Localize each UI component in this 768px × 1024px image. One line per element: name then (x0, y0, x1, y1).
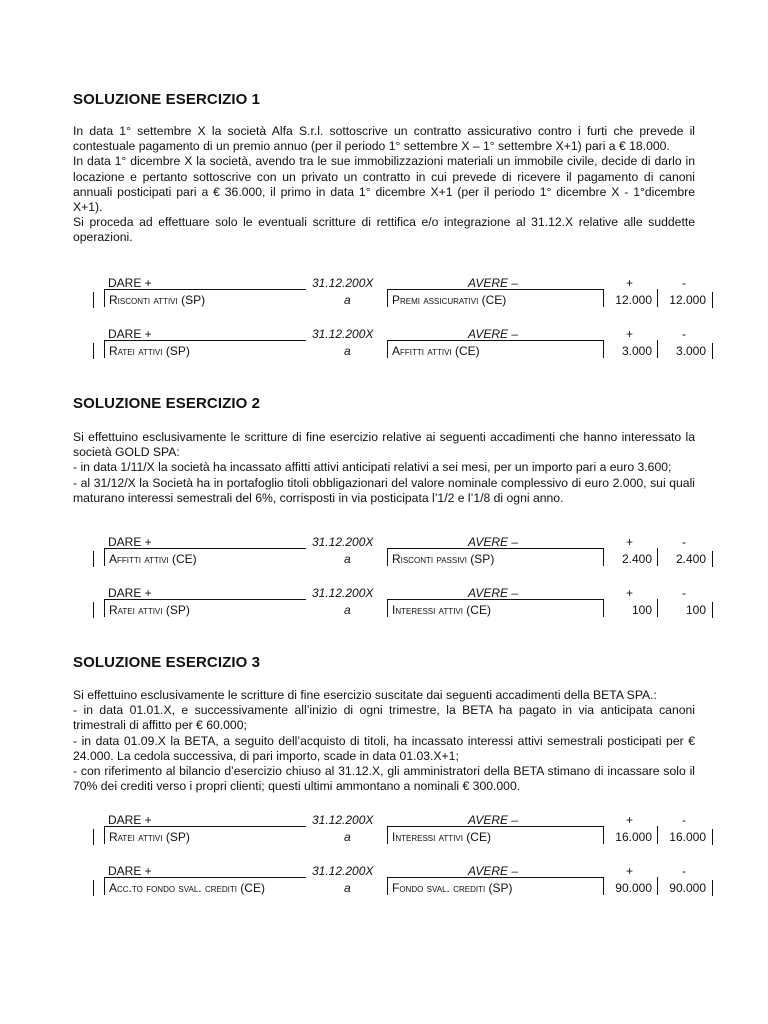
divider (104, 599, 105, 617)
a-connector: a (344, 552, 351, 566)
divider (93, 292, 94, 308)
divider (657, 289, 658, 307)
divider (712, 829, 713, 845)
credit-rule (388, 877, 603, 878)
plus-header: + (626, 586, 634, 600)
credit-account: Interessi attivi (CE) (392, 603, 491, 617)
paragraph: In data 1° settembre X la società Alfa S.r.l. sottoscrive un contratto assicurativo contro i furti che prevede il contestuale pagamento di un premio annuo (per il periodo 1° settembre X – 1° settembre X+1) pari a € 18.000. (73, 124, 695, 154)
section-title-1: SOLUZIONE ESERCIZIO 1 (73, 91, 261, 108)
divider (712, 551, 713, 567)
debit-amount: 100 (631, 603, 652, 617)
divider (104, 289, 105, 307)
date-header: 31.12.200X (312, 586, 374, 600)
avere-header: AVERE – (468, 327, 519, 341)
divider (93, 829, 94, 845)
credit-rule (388, 826, 603, 827)
credit-rule (388, 289, 603, 290)
credit-amount: 16.000 (669, 830, 706, 844)
divider (387, 340, 388, 358)
divider (603, 826, 604, 844)
debit-rule (105, 877, 306, 878)
debit-rule (105, 548, 306, 549)
divider (603, 548, 604, 566)
journal-entry (0, 276, 768, 312)
debit-account: Acc.to fondo sval. crediti (CE) (109, 881, 265, 895)
divider (93, 880, 94, 896)
divider (603, 289, 604, 307)
minus-header: - (682, 276, 686, 290)
credit-account: Affitti attivi (CE) (392, 344, 480, 358)
dare-header: DARE + (108, 327, 152, 341)
section-text-1 (73, 124, 695, 246)
avere-header: AVERE – (468, 276, 519, 290)
debit-account: Ratei attivi (SP) (109, 830, 190, 844)
a-connector: a (344, 830, 351, 844)
avere-header: AVERE – (468, 864, 519, 878)
minus-header: - (682, 586, 686, 600)
debit-account: Ratei attivi (SP) (109, 603, 190, 617)
divider (603, 340, 604, 358)
divider (104, 548, 105, 566)
dare-header: DARE + (108, 864, 152, 878)
credit-rule (388, 599, 603, 600)
divider (387, 289, 388, 307)
journal-entry (0, 813, 768, 849)
journal-entry (0, 864, 768, 900)
divider (93, 602, 94, 618)
date-header: 31.12.200X (312, 864, 374, 878)
divider (657, 548, 658, 566)
dare-header: DARE + (108, 535, 152, 549)
paragraph: - in data 01.09.X la BETA, a seguito dell’acquisto di titoli, ha incassato interessi attivi semestrali posticipati per € 24.000. La cedola successiva, di pari importo, scade in data 01.03.X+1; (73, 733, 695, 763)
debit-account: Affitti attivi (CE) (109, 552, 197, 566)
credit-rule (388, 340, 603, 341)
paragraph: - al 31/12/X la Società ha in portafoglio titoli obbligazionari del valore nominale complessivo di euro 2.000, sui quali maturano interessi semestrali del 6%, corrisposti in via posticipata l’1/2 e l’1/8 di ogni anno. (73, 475, 695, 505)
divider (93, 551, 94, 567)
paragraph: Si effettuino esclusivamente le scritture di fine esercizio suscitate dai seguenti accadimenti della BETA SPA.: (73, 688, 657, 702)
minus-header: - (682, 535, 686, 549)
divider (657, 826, 658, 844)
date-header: 31.12.200X (312, 276, 374, 290)
credit-account: Premi assicurativi (CE) (392, 293, 507, 307)
divider (387, 826, 388, 844)
divider (93, 343, 94, 359)
plus-header: + (626, 864, 634, 878)
debit-account: Risconti attivi (SP) (109, 293, 206, 307)
minus-header: - (682, 813, 686, 827)
a-connector: a (344, 603, 351, 617)
avere-header: AVERE – (468, 586, 519, 600)
a-connector: a (344, 881, 351, 895)
paragraph: - con riferimento al bilancio d’esercizio chiuso al 31.12.X, gli amministratori della BETA stimano di incassare solo il 70% dei crediti verso i propri clienti; questi ultimi ammontano a nominali € 300.000. (73, 764, 695, 794)
paragraph: Si effettuino esclusivamente le scritture di fine esercizio relative ai seguenti accadimenti che hanno interessato la società GOLD SPA: (73, 430, 695, 460)
debit-rule (105, 826, 306, 827)
credit-amount: 12.000 (669, 293, 706, 307)
divider (712, 880, 713, 896)
credit-amount: 2.400 (675, 552, 706, 566)
section-title-2: SOLUZIONE ESERCIZIO 2 (73, 395, 261, 412)
date-header: 31.12.200X (312, 327, 374, 341)
divider (387, 877, 388, 895)
divider (657, 599, 658, 617)
divider (712, 343, 713, 359)
plus-header: + (626, 327, 634, 341)
journal-entry (0, 327, 768, 363)
debit-account: Ratei attivi (SP) (109, 344, 190, 358)
debit-rule (105, 340, 306, 341)
dare-header: DARE + (108, 813, 152, 827)
section-text-3 (73, 688, 695, 794)
plus-header: + (626, 276, 634, 290)
journal-entry (0, 535, 768, 571)
credit-account: Risconti passivi (SP) (392, 552, 495, 566)
divider (387, 599, 388, 617)
debit-rule (105, 599, 306, 600)
divider (657, 877, 658, 895)
section-text-2 (73, 430, 695, 506)
debit-amount: 16.000 (615, 830, 652, 844)
divider (712, 292, 713, 308)
journal-entry (0, 586, 768, 622)
a-connector: a (344, 293, 351, 307)
section-title-3: SOLUZIONE ESERCIZIO 3 (73, 654, 261, 671)
credit-amount: 3.000 (675, 344, 706, 358)
minus-header: - (682, 864, 686, 878)
credit-account: Interessi attivi (CE) (392, 830, 491, 844)
divider (104, 340, 105, 358)
divider (387, 548, 388, 566)
divider (603, 599, 604, 617)
divider (104, 877, 105, 895)
minus-header: - (682, 327, 686, 341)
credit-amount: 100 (685, 603, 706, 617)
divider (603, 877, 604, 895)
date-header: 31.12.200X (312, 813, 374, 827)
divider (104, 826, 105, 844)
credit-amount: 90.000 (669, 881, 706, 895)
avere-header: AVERE – (468, 535, 519, 549)
debit-amount: 90.000 (615, 881, 652, 895)
divider (712, 602, 713, 618)
dare-header: DARE + (108, 276, 152, 290)
paragraph: - in data 01.01.X, e successivamente all’inizio di ogni trimestre, la BETA ha pagato in via anticipata canoni trimestrali di affitto per € 60.000; (73, 703, 695, 733)
debit-amount: 12.000 (615, 293, 652, 307)
date-header: 31.12.200X (312, 535, 374, 549)
debit-amount: 3.000 (621, 344, 652, 358)
dare-header: DARE + (108, 586, 152, 600)
debit-amount: 2.400 (621, 552, 652, 566)
paragraph: In data 1° dicembre X la società, avendo tra le sue immobilizzazioni materiali un immobile civile, decide di darlo in locazione e pertanto sottoscrive con un privato un contratto in cui prevede di ricevere il pagamento di canoni annuali posticipati pari a € 36.000, il primo in data 1° dicembre X+1 (per il periodo 1° dicembre X - 1°dicembre X+1). (73, 154, 695, 215)
plus-header: + (626, 813, 634, 827)
avere-header: AVERE – (468, 813, 519, 827)
credit-account: Fondo sval. crediti (SP) (392, 881, 513, 895)
credit-rule (388, 548, 603, 549)
paragraph: - in data 1/11/X la società ha incassato affitti attivi anticipati relativi a sei mesi, per un importo pari a euro 3.600; (73, 460, 672, 475)
plus-header: + (626, 535, 634, 549)
divider (657, 340, 658, 358)
paragraph: Si proceda ad effettuare solo le eventuali scritture di rettifica e/o integrazione al 31.12.X relative alle suddette operazioni. (73, 215, 695, 245)
a-connector: a (344, 344, 351, 358)
debit-rule (105, 289, 306, 290)
